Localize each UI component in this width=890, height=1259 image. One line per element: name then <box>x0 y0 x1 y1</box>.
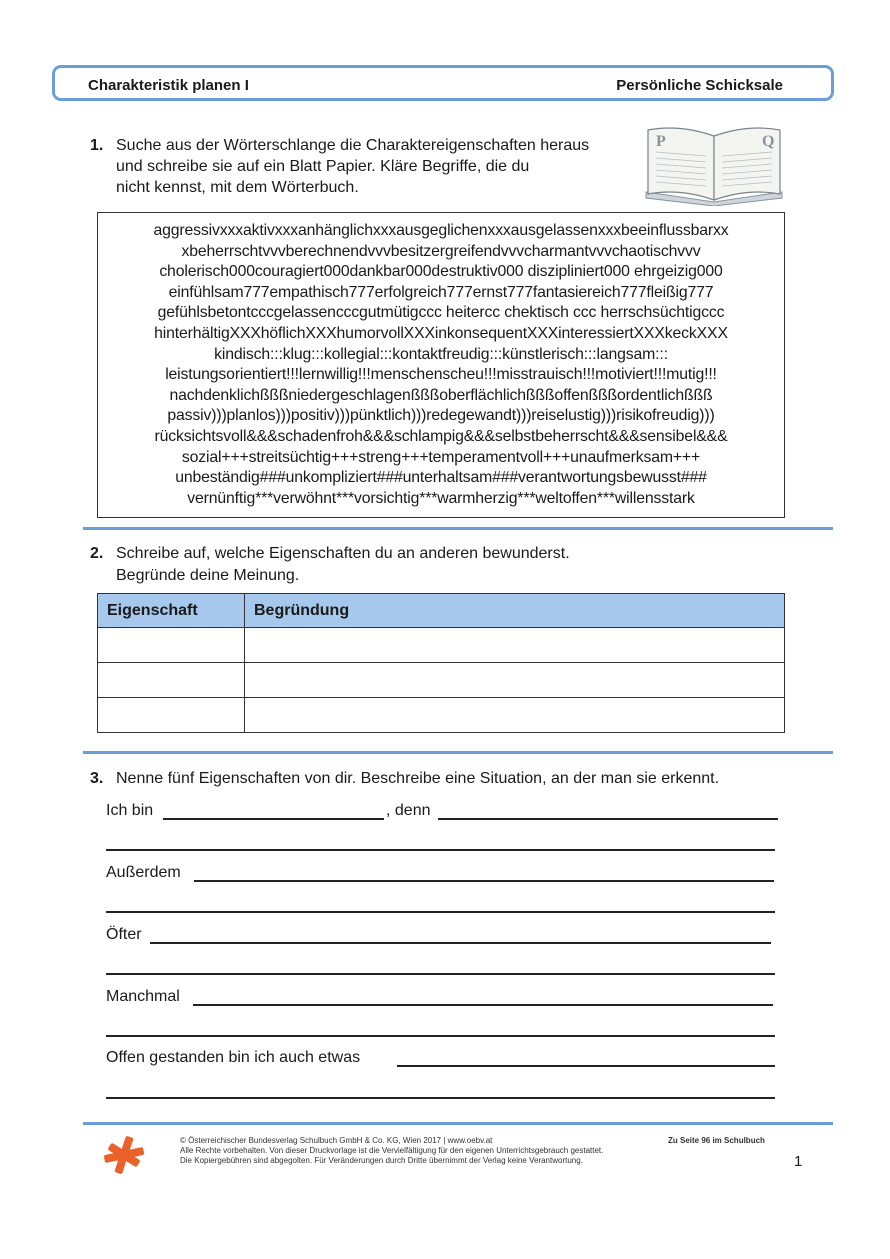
prompt-offen-gestanden: Offen gestanden bin ich auch etwas <box>106 1049 361 1066</box>
answer-line[interactable] <box>106 911 775 913</box>
task2-line-1: Schreibe auf, welche Eigenschaften du an anderen bewunderst. <box>116 545 570 562</box>
footer-copyright-1: © Österreichischer Bundesverlag Schulbuch GmbH & Co. KG, Wien 2017 | www.oebv.at <box>180 1136 493 1145</box>
answer-line[interactable] <box>397 1065 775 1067</box>
table-row <box>98 698 785 733</box>
answer-line[interactable] <box>163 818 384 820</box>
table-cell-eigenschaft[interactable] <box>98 628 245 663</box>
answer-line[interactable] <box>106 1097 775 1099</box>
chapter-title: Persönliche Schicksale <box>616 77 783 94</box>
word-snake-box <box>97 212 785 518</box>
page-number: 1 <box>794 1153 803 1170</box>
answer-line[interactable] <box>106 973 775 975</box>
properties-table <box>97 593 785 733</box>
section-divider <box>83 751 833 754</box>
table-cell-begruendung[interactable] <box>245 698 785 733</box>
prompt-denn: , denn <box>386 802 431 819</box>
prompt-manchmal: Manchmal <box>106 988 180 1005</box>
word-snake-line: gefühlsbetontcccgelassencccgutmütigccc heitercc chektisch ccc herrschsüchtigccc <box>157 304 725 322</box>
table-cell-eigenschaft[interactable] <box>98 698 245 733</box>
table-header-eigenschaft: Eigenschaft <box>98 594 245 628</box>
prompt-ausserdem: Außerdem <box>106 864 181 881</box>
footer-reference: Zu Seite 96 im Schulbuch <box>668 1136 765 1145</box>
word-snake-line: nachdenklichßßßniedergeschlagenßßßoberflächlichßßßoffenßßßordentlichßßß <box>169 386 713 404</box>
worksheet-header <box>52 65 834 101</box>
book-letter-q: Q <box>762 133 775 150</box>
word-snake-line: xbeherrschtvvvberechnendvvvbesitzergreifendvvvcharmantvvvchaotischvvv <box>181 242 701 260</box>
task1-number: 1. <box>90 137 104 154</box>
footer-copyright-2: Alle Rechte vorbehalten. Von dieser Druckvorlage ist die Vervielfältigung für den eigenen Unterrichtsgebrauch gestattet. <box>180 1146 604 1155</box>
answer-line[interactable] <box>438 818 778 820</box>
footer-divider <box>83 1122 833 1125</box>
word-snake-line: cholerisch000couragiert000dankbar000destruktiv000 diszipliniert000 ehrgeizig000 <box>159 263 723 281</box>
answer-line[interactable] <box>106 1035 775 1037</box>
word-snake-line: leistungsorientiert!!!lernwillig!!!menschenscheu!!!misstrauisch!!!motiviert!!!mutig!!! <box>165 366 717 384</box>
word-snake-line: sozial+++streitsüchtig+++streng+++temperamentvoll+++unaufmerksam+++ <box>181 448 701 466</box>
word-snake-line: rücksichtsvoll&&&schadenfroh&&&schlampig&&&selbstbeherrscht&&&sensibel&&& <box>154 427 728 445</box>
section-divider <box>83 527 833 530</box>
answer-line[interactable] <box>106 849 775 851</box>
task1-line-2: und schreibe sie auf ein Blatt Papier. Kläre Begriffe, die du <box>116 158 530 175</box>
worksheet-title: Charakteristik planen I <box>88 77 249 94</box>
word-snake-line: aggressivxxxaktivxxxanhänglichxxxausgeglichenxxxausgelassenxxxbeeinflussbarxx <box>153 222 729 239</box>
answer-line[interactable] <box>150 942 771 944</box>
prompt-ich-bin: Ich bin <box>106 802 154 819</box>
task3-number: 3. <box>90 770 104 787</box>
task1-line-3: nicht kennst, mit dem Wörterbuch. <box>116 179 359 196</box>
word-snake-line: passiv)))planlos)))positiv)))pünktlich)))redegewandt)))reiselustig)))risikofreudig))) <box>167 407 715 425</box>
answer-line[interactable] <box>194 880 774 882</box>
table-row <box>98 628 785 663</box>
table-cell-begruendung[interactable] <box>245 628 785 663</box>
word-snake-line: kindisch:::klug:::kollegial:::kontaktfreudig:::künstlerisch:::langsam::: <box>214 345 668 363</box>
word-snake-line: vernünftig***verwöhnt***vorsichtig***warmherzig***weltoffen***willensstark <box>187 489 695 507</box>
task2-number: 2. <box>90 545 104 562</box>
prompt-oefter: Öfter <box>106 926 142 943</box>
book-letter-p: P <box>656 133 666 150</box>
table-cell-eigenschaft[interactable] <box>98 663 245 698</box>
footer-copyright-3: Die Kopiergebühren sind abgegolten. Für Veränderungen durch Dritte übernimmt der Verlag keine Verantwortung. <box>180 1156 583 1165</box>
open-book-icon <box>640 122 788 206</box>
word-snake-line: einfühlsam777empathisch777erfolgreich777ernst777fantasiereich777fleißig777 <box>168 283 714 301</box>
word-snake-line: hinterhältigXXXhöflichXXXhumorvollXXXinkonsequentXXXinteressiertXXXkeckXXX <box>154 324 728 342</box>
answer-line[interactable] <box>193 1004 773 1006</box>
table-row <box>98 663 785 698</box>
task1-line-1: Suche aus der Wörterschlange die Charaktereigenschaften heraus <box>116 137 590 154</box>
publisher-logo-icon <box>104 1136 144 1174</box>
word-snake-line: unbeständig###unkompliziert###unterhaltsam###verantwortungsbewusst### <box>175 469 707 487</box>
task2-line-2: Begründe deine Meinung. <box>116 567 300 584</box>
table-header-begruendung: Begründung <box>245 594 785 628</box>
table-cell-begruendung[interactable] <box>245 663 785 698</box>
task3-line: Nenne fünf Eigenschaften von dir. Beschreibe eine Situation, an der man sie erkennt. <box>116 770 720 787</box>
